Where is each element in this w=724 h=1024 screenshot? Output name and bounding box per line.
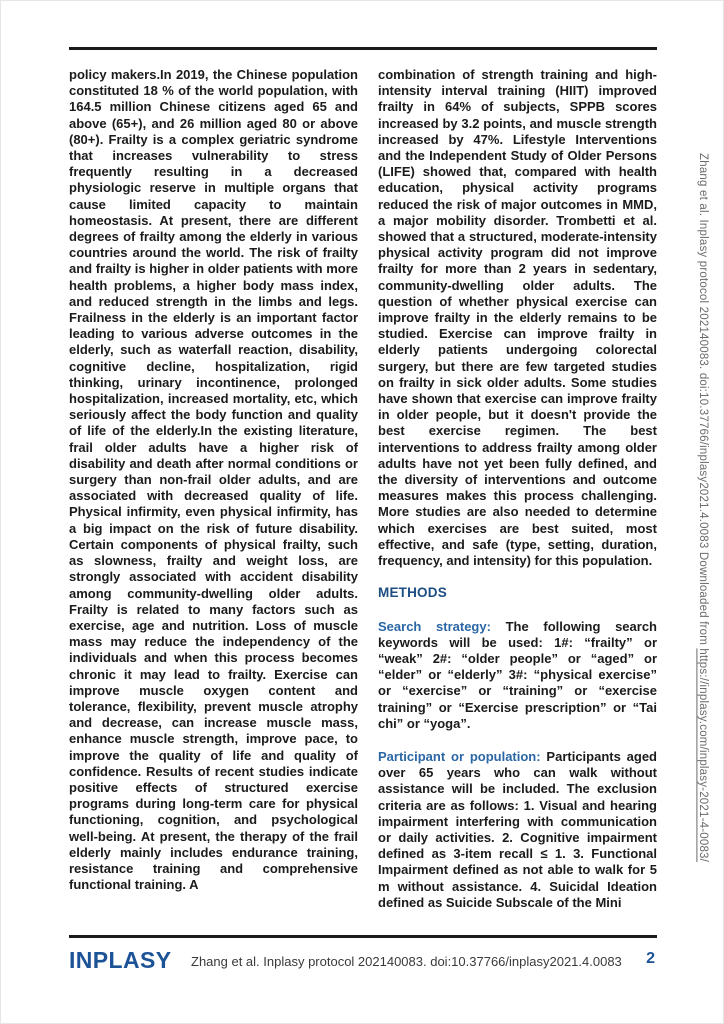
participant-text: Participants aged over 65 years who can walk without assistance will be included. The exclusion criteria are as follows: 1. Visual and hearing impairment interfering with communication or daily activities. 2. Cognitive impairment defined as 3-item recall ≤ 1. 3. Functional Impairment defined as not able to walk for 5 m without assistance. 4. Suicidal Ideation defined as Suicide Subscale of the Mini bbox=[378, 748, 657, 910]
sidebar-citation-text: Zhang et al. Inplasy protocol 202140083. doi:10.37766/inplasy2021.4.0083 Downloaded from bbox=[697, 153, 709, 649]
sidebar-citation-link[interactable]: https://inplasy.com/inplasy-2021-4-0083/ bbox=[697, 648, 709, 863]
bottom-rule bbox=[69, 935, 657, 938]
participant-label: Participant or population: bbox=[378, 748, 541, 764]
participant-paragraph bbox=[378, 749, 657, 911]
footer-citation: Zhang et al. Inplasy protocol 202140083. doi:10.37766/inplasy2021.4.0083 bbox=[191, 954, 622, 969]
inplasy-logo: INPLASY bbox=[69, 947, 172, 973]
introduction-paragraph-left: policy makers.In 2019, the Chinese population constituted 18 % of the world population, with 164.5 million Chinese citizens aged 65 and above (65+), and 26 million aged 80 or above (80+). Frailty is a complex geriatric syndrome that increases vulnerability to stress frequently resulting in a decreased physiologic reserve in multiple organs that cause limited capacity to maintain homeostasis. At present, there are different degrees of frailty among the elderly in various countries around the world. The risk of frailty and frailty is higher in older patients with more health problems, a higher body mass index, and reduced strength in the limbs and legs. Frailness in the elderly is an important factor leading to various adverse outcomes in the elderly, such as waterfall reaction, disability, cognitive decline, hospitalization, rigid thinking, urinary incontinence, prolonged hospitalization, increased mortality, etc, which seriously affect the body function and quality of life of the elderly.In the existing literature, frail older adults have a higher risk of disability and death after normal conditions or surgery than non-frail older adults, and are associated with decreased quality of life. Physical infirmity, even physical infirmity, has a big impact on the risk of future disability. Certain components of physical frailty, such as slowness, frailty and weight loss, are strongly associated with accident disability among community-dwelling older adults. Frailty is related to many factors such as exercise, age and nutrition. Loss of muscle mass may reduce the independency of the individuals and when this process becomes chronic it may lead to frailty. Exercise can improve muscle oxygen content and tolerance, flexibility, prevent muscle atrophy and decrease, can increase muscle mass, enhance muscle strength, improve pace, to improve the quality of life and quality of confidence. Results of recent studies indicate positive effects of structured exercise programs during long-term care for physical functioning, cognition, and psychological well-being. At present, the therapy of the frail elderly mainly includes endurance training, resistance training and comprehensive functional training. A bbox=[69, 67, 358, 893]
search-strategy-label: Search strategy: bbox=[378, 618, 491, 634]
left-column bbox=[69, 67, 358, 893]
right-column bbox=[378, 67, 657, 911]
search-strategy-text: The following search keywords will be used: 1#: “frailty” or “weak” 2#: “older people” or “aged” or “elder” or “elderly” 3#: “physical exercise” or “exercise” or “training” or “exercise training” or “Exercise prescription” or “Tai chi” or “yoga”. bbox=[378, 618, 657, 731]
sidebar-citation bbox=[697, 153, 709, 943]
methods-heading: METHODS bbox=[378, 585, 447, 601]
top-rule bbox=[69, 47, 657, 50]
search-strategy-paragraph bbox=[378, 619, 657, 732]
introduction-paragraph-right: combination of strength training and high-intensity interval training (HIIT) improved frailty in 64% of subjects, SPPB scores increased by 3.2 points, and muscle strength increased by 47%. Lifestyle Interventions and the Independent Study of Older Persons (LIFE) showed that, compared with health education, physical activity programs reduced the risk of major outcomes in MMD, a major mobility disorder. Trombetti et al. showed that a structured, moderate-intensity physical activity program did not improve frailty for more than 2 years in sedentary, community-dwelling older adults. The question of whether physical exercise can improve frailty in the elderly remains to be studied. Exercise can improve frailty in elderly patients undergoing colorectal surgery, but there are few targeted studies on frailty in sick older adults. Some studies have shown that exercise can improve frailty in older people, but it doesn't provide the best exercise regimen. The best interventions to address frailty among older adults have not yet been fully defined, and the diversity of interventions and outcome measures makes this process challenging. More studies are also needed to determine which exercises are best suited, most effective, and safe (type, setting, duration, frequency, and intensity) for this population. bbox=[378, 67, 657, 569]
page-number: 2 bbox=[646, 950, 655, 967]
